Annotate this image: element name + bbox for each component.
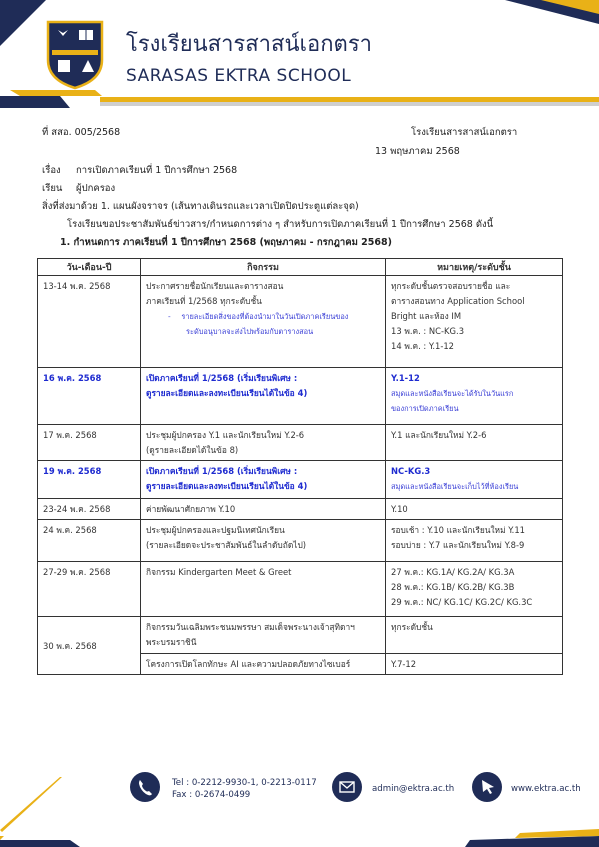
row-activity	[141, 276, 386, 368]
column-header-activity: กิจกรรม	[141, 259, 386, 276]
row-note	[386, 461, 563, 499]
recipient-label: เรียน	[42, 183, 63, 194]
column-header-date: วัน-เดือน-ปี	[38, 259, 141, 276]
reference-number: ที่ สสอ. 005/2568	[42, 127, 121, 138]
activity-line: เปิดภาคเรียนที่ 1/2568 (เริ่มเรียนพิเศษ :	[146, 466, 298, 476]
table-header-row	[38, 259, 563, 276]
activity-line: ประชุมผู้ปกครองและปฐมนิเทศนักเรียน	[146, 525, 285, 535]
activity-line: ประกาศรายชื่อนักเรียนและตารางสอน	[146, 281, 284, 291]
activity-line: (รายละเอียดจะประชาสัมพันธ์ในลำดับถัดไป)	[146, 540, 307, 550]
activity-line: กิจกรรมวันเฉลิมพระชนมพรรษา สมเด็จพระนางเจ้าสุทิดาฯ	[146, 622, 355, 632]
activity-line: ภาคเรียนที่ 1/2568 ทุกระดับชั้น	[146, 296, 262, 306]
note-line: NC-KG.3	[391, 466, 431, 476]
row-activity: ค่ายพัฒนาศักยภาพ Y.10	[141, 499, 386, 520]
school-name-english: SARASAS EKTRA SCHOOL	[126, 66, 352, 86]
letter-date: 13 พฤษภาคม 2568	[375, 146, 460, 157]
note-line: รอบเช้า : Y.10 และนักเรียนใหม่ Y.11	[391, 525, 525, 535]
activity-line: (ดูรายละเอียดได้ในข้อ 8)	[146, 445, 239, 455]
intro-paragraph: โรงเรียนขอประชาสัมพันธ์ข่าวสาร/กำหนดการต่าง ๆ สำหรับการเปิดภาคเรียนที่ 1 ปีการศึกษา 2568 ดังนี้	[67, 219, 494, 230]
row-note	[386, 562, 563, 617]
activity-line: พระบรมราชินี	[146, 637, 197, 647]
note-line: Bright และห้อง IM	[391, 311, 462, 321]
cursor-icon	[472, 772, 502, 802]
footer-tel: Tel : 0-2212-9930-1, 0-2213-0117	[172, 778, 317, 788]
recipient-text: ผู้ปกครอง	[76, 183, 116, 194]
note-line: สมุดและหนังสือเรียนจะเก็บไว้ที่ห้องเรียน	[391, 482, 519, 491]
header-left-band	[0, 76, 110, 108]
activity-line: ดูรายละเอียดและลงทะเบียนเรียนได้ในข้อ 4)	[146, 388, 308, 398]
note-line: 29 พ.ค.: NC/ KG.1C/ KG.2C/ KG.3C	[391, 597, 533, 607]
table-row	[38, 499, 563, 520]
note-line: 13 พ.ค. : NC-KG.3	[391, 326, 465, 336]
header-corner-decoration-right	[505, 0, 599, 40]
row-activity	[141, 617, 386, 654]
row-date: 27-29 พ.ค. 2568	[38, 562, 141, 617]
activity-subnote: ระดับอนุบาลจะส่งไปพร้อมกับตารางสอน	[186, 327, 314, 336]
phone-icon	[130, 772, 160, 802]
table-row	[38, 617, 563, 654]
note-line: ตารางสอนทาง Application School	[391, 296, 525, 306]
activity-line: เปิดภาคเรียนที่ 1/2568 (เริ่มเรียนพิเศษ :	[146, 373, 298, 383]
table-row	[38, 461, 563, 499]
activity-subnote: รายละเอียดสิ่งของที่ต้องนำมาในวันเปิดภาคเรียนของ	[181, 312, 349, 321]
mail-icon	[332, 772, 362, 802]
activity-line: ดูรายละเอียดและลงทะเบียนเรียนได้ในข้อ 4)	[146, 481, 308, 491]
row-date: 24 พ.ค. 2568	[38, 520, 141, 562]
note-line: Y.1-12	[391, 373, 420, 383]
table-row	[38, 368, 563, 425]
section-heading: 1. กำหนดการ ภาคเรียนที่ 1 ปีการศึกษา 2568 (พฤษภาคม - กรกฎาคม 2568)	[60, 237, 392, 248]
row-activity	[141, 461, 386, 499]
row-note: Y.7-12	[386, 654, 563, 675]
table-row	[38, 425, 563, 461]
footer-email[interactable]: admin@ektra.ac.th	[372, 784, 455, 794]
row-date: 19 พ.ค. 2568	[38, 461, 141, 499]
table-row	[38, 520, 563, 562]
footer-website[interactable]: www.ektra.ac.th	[511, 784, 581, 794]
note-line: สมุดและหนังสือเรียนจะได้รับในวันแรก	[391, 389, 514, 398]
row-note: Y.1 และนักเรียนใหม่ Y.2-6	[386, 425, 563, 461]
schedule-table	[37, 258, 563, 675]
footer-fax: Fax : 0-2674-0499	[172, 790, 251, 800]
note-line: 28 พ.ค.: KG.1B/ KG.2B/ KG.3B	[391, 582, 515, 592]
column-header-note: หมายเหตุ/ระดับชั้น	[386, 259, 563, 276]
row-date: 23-24 พ.ค. 2568	[38, 499, 141, 520]
school-name-thai: โรงเรียนสารสาสน์เอกตรา	[126, 32, 372, 57]
row-date: 16 พ.ค. 2568	[38, 368, 141, 425]
note-line: 14 พ.ค. : Y.1-12	[391, 341, 454, 351]
enclosure-text: สิ่งที่ส่งมาด้วย 1. แผนผังจราจร (เส้นทางเดินรถและเวลาเปิดปิดประตูแต่ละจุด)	[42, 201, 359, 212]
row-activity: กิจกรรม Kindergarten Meet & Greet	[141, 562, 386, 617]
note-line: ทุกระดับชั้นตรวจสอบรายชื่อ และ	[391, 281, 511, 291]
bullet-dash: -	[168, 312, 171, 321]
row-activity: โครงการเปิดโลกทักษะ AI และความปลอดภัยทางไซเบอร์	[141, 654, 386, 675]
subject-label: เรื่อง	[42, 165, 61, 176]
activity-line: ประชุมผู้ปกครอง Y.1 และนักเรียนใหม่ Y.2-6	[146, 430, 305, 440]
row-date: 13-14 พ.ค. 2568	[38, 276, 141, 368]
note-line: รอบบ่าย : Y.7 และนักเรียนใหม่ Y.8-9	[391, 540, 525, 550]
row-activity	[141, 368, 386, 425]
row-note	[386, 368, 563, 425]
footer-decoration	[0, 760, 599, 847]
table-row	[38, 562, 563, 617]
row-activity	[141, 425, 386, 461]
row-date: 17 พ.ค. 2568	[38, 425, 141, 461]
row-note	[386, 520, 563, 562]
note-line: ของการเปิดภาคเรียน	[391, 404, 459, 413]
subject-text: การเปิดภาคเรียนที่ 1 ปีการศึกษา 2568	[76, 165, 238, 176]
row-note: Y.10	[386, 499, 563, 520]
table-row	[38, 276, 563, 368]
row-note	[386, 276, 563, 368]
header-grey-rule	[100, 102, 599, 106]
row-date: 30 พ.ค. 2568	[38, 617, 141, 675]
row-note: ทุกระดับชั้น	[386, 617, 563, 654]
note-line: 27 พ.ค.: KG.1A/ KG.2A/ KG.3A	[391, 567, 515, 577]
issuer-name: โรงเรียนสารสาสน์เอกตรา	[411, 127, 518, 138]
row-activity	[141, 520, 386, 562]
